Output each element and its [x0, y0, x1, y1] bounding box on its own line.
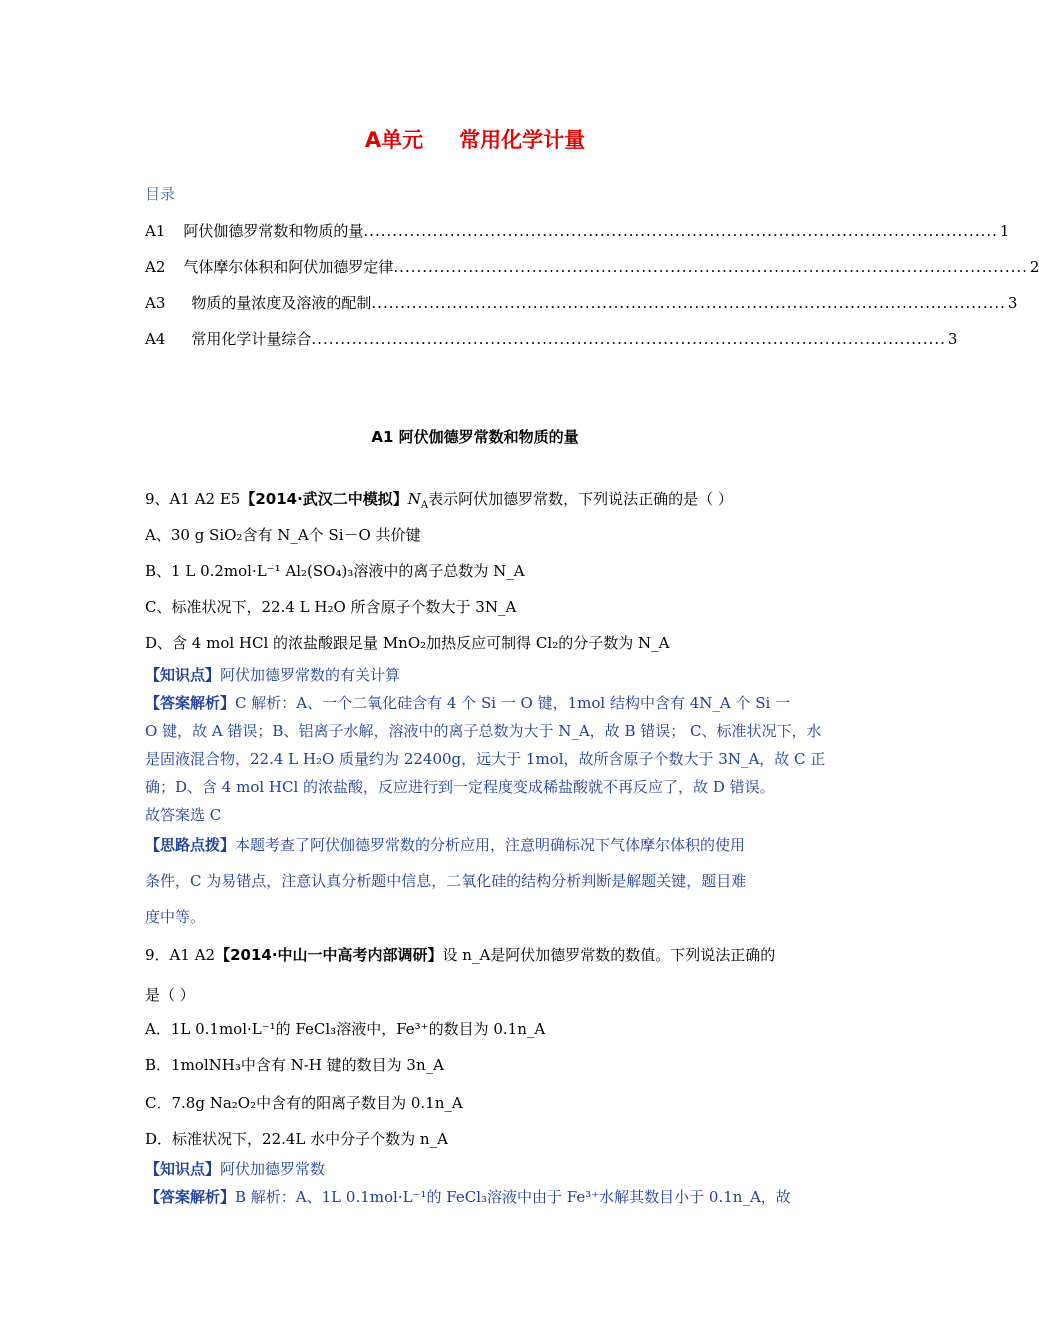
question-2-option-d: D．标准状况下，22.4L 水中分子个数为 n_A	[145, 1130, 448, 1148]
question-1-answer-line-5: 故答案选 C	[145, 806, 222, 824]
question-1-stem: 9、A1 A2 E5【2014·武汉二中模拟】$N_A$表示阿伏加德罗常数，下列说法正确的是（ ）	[145, 490, 733, 511]
page-title	[0, 124, 950, 154]
question-1-option-b: B、1 L 0.2mol·L⁻¹ Al₂(SO₄)₃溶液中的离子总数为 N_A	[145, 562, 525, 580]
question-stem-text: 表示阿伏加德罗常数，下列说法正确的是（ ）	[428, 490, 733, 508]
tip-label: 【思路点拨】	[145, 836, 236, 854]
answer-label: 【答案解析】	[145, 694, 236, 712]
toc-item-code: A3	[145, 294, 166, 312]
knowledge-text: 阿伏加德罗常数	[220, 1160, 326, 1178]
question-2-option-a: A．1L 0.1mol·L⁻¹的 FeCl₃溶液中，Fe³⁺的数目为 0.1n_A	[145, 1020, 546, 1038]
title-unit: A单元	[364, 128, 424, 152]
toc-item-a2[interactable]	[145, 256, 1039, 277]
toc-item-label: 物质的量浓度及溶液的配制	[191, 294, 372, 312]
answer-label: 【答案解析】	[145, 1188, 236, 1206]
question-2-stem	[145, 944, 775, 965]
tip-text: 本题考查了阿伏伽德罗常数的分析应用，注意明确标况下气体摩尔体积的使用	[235, 836, 746, 854]
toc-item-code: A1	[145, 222, 166, 240]
question-source: 【2014·中山一中高考内部调研】	[215, 946, 443, 964]
toc-item-label: 常用化学计量综合	[191, 330, 312, 348]
toc-item-page: 2	[1029, 258, 1039, 276]
toc-leader: ..............................................................................................................	[393, 258, 1028, 276]
section-heading: A1 阿伏伽德罗常数和物质的量	[371, 428, 579, 446]
toc-heading: 目录	[145, 185, 176, 203]
knowledge-text: 阿伏加德罗常数的有关计算	[220, 666, 401, 684]
knowledge-label: 【知识点】	[145, 666, 221, 684]
question-2-option-c: C．7.8g Na₂O₂中含有的阳离子数目为 0.1n_A	[145, 1094, 463, 1112]
toc-item-code: A2	[145, 258, 166, 276]
toc-item-code: A4	[145, 330, 166, 348]
question-2-stem-line-2: 是（ ）	[145, 986, 195, 1004]
question-1-option-a: A、30 g SiO₂含有 N_A个 Si－O 共价键	[145, 526, 421, 544]
question-2-knowledge-point	[145, 1158, 325, 1179]
question-1-answer-line-2: O 键，故 A 错误；B、铝离子水解，溶液中的离子总数为大于 N_A，故 B 错误； C、标准状况下，水	[145, 722, 822, 740]
toc-item-a3[interactable]	[145, 292, 1018, 313]
question-1-answer-line-4: 确；D、含 4 mol HCl 的浓盐酸，反应进行到一定程度变成稀盐酸就不再反应了，故 D 错误。	[145, 778, 775, 796]
toc-item-page: 3	[947, 330, 958, 348]
question-1-tip-line-2: 条件，C 为易错点，注意认真分析题中信息，二氧化硅的结构分析判断是解题关键，题目难	[145, 872, 747, 890]
toc-item-label: 气体摩尔体积和阿伏加德罗定律	[183, 258, 394, 276]
question-1-answer-line-1	[145, 692, 790, 713]
title-topic: 常用化学计量	[459, 128, 586, 152]
question-1-answer-line-3: 是固液混合物，22.4 L H₂O 质量约为 22400g，远大于 1mol，故所含原子个数大于 3N_A，故 C 正	[145, 750, 826, 768]
question-stem-text: 设 n_A是阿伏加德罗常数的数值。下列说法正确的	[442, 946, 776, 964]
toc-item-a4[interactable]	[145, 328, 958, 349]
knowledge-label: 【知识点】	[145, 1160, 221, 1178]
question-1-option-c: C、标准状况下，22.4 L H₂O 所含原子个数大于 3N_A	[145, 598, 517, 616]
toc-item-page: 1	[999, 222, 1010, 240]
question-1-tip-line-1	[145, 834, 745, 855]
toc-item-a1[interactable]	[145, 220, 1010, 241]
question-prefix: 9、A1 A2 E5	[145, 490, 241, 508]
question-2-option-b: B．1molNH₃中含有 N-H 键的数目为 3n_A	[145, 1056, 444, 1074]
toc-leader: ..............................................................................................................	[371, 294, 1006, 312]
toc-leader: ..............................................................................................................	[363, 222, 998, 240]
toc-leader: ..............................................................................................................	[311, 330, 946, 348]
toc-item-page: 3	[1007, 294, 1018, 312]
question-2-answer-line-1	[145, 1186, 791, 1207]
na-symbol: N	[407, 490, 421, 508]
question-1-tip-line-3: 度中等。	[145, 908, 206, 926]
question-prefix: 9．A1 A2	[145, 946, 216, 964]
question-source: 【2014·武汉二中模拟】	[240, 490, 408, 508]
answer-text: C 解析：A、一个二氧化硅含有 4 个 Si 一 O 键，1mol 结构中含有 4N_A 个 Si 一	[235, 694, 791, 712]
answer-text: B 解析：A、1L 0.1mol·L⁻¹的 FeCl₃溶液中由于 Fe³⁺水解其数目小于 0.1n_A，故	[235, 1188, 791, 1206]
question-1-knowledge-point	[145, 664, 400, 685]
question-1-option-d: D、含 4 mol HCl 的浓盐酸跟足量 MnO₂加热反应可制得 Cl₂的分子数为 N_A	[145, 634, 670, 652]
toc-item-label: 阿伏伽德罗常数和物质的量	[183, 222, 364, 240]
